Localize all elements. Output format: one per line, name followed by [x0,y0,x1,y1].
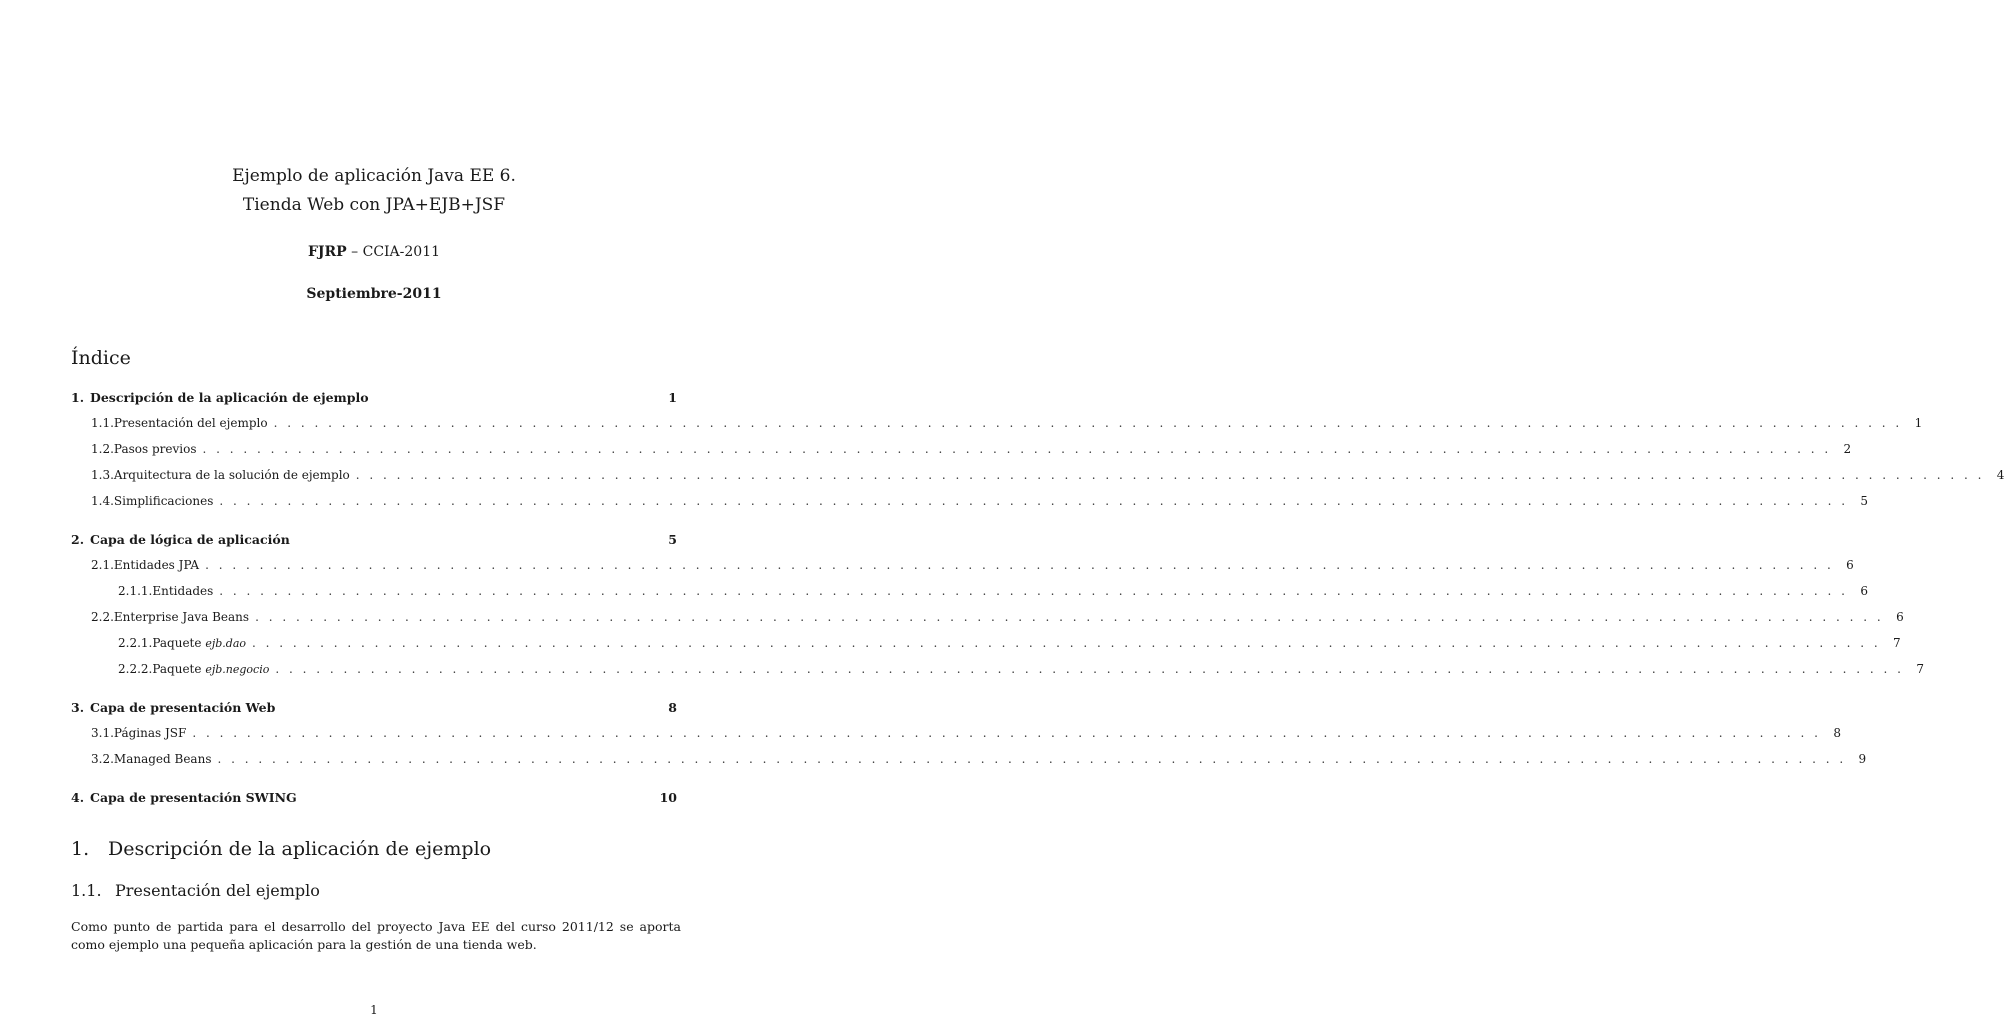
toc-leader-dots: . . . . . . . . . . . . . . . . . . . . . . . . . . . . . . . . . . . . . . . . . . . . . . . . . . . . . . . . . . . . . . . . . . . . . . . . . . . . . . . . . . . . . . . . . . . . . . . . . . . . . . . . . . . . . . . . . . . . . . . . [202,442,1832,456]
toc-entry-page: 9 [1858,752,1867,766]
toc-leader-dots: . . . . . . . . . . . . . . . . . . . . . . . . . . . . . . . . . . . . . . . . . . . . . . . . . . . . . . . . . . . . . . . . . . . . . . . . . . . . . . . . . . . . . . . . . . . . . . . . . . . . . . . . . . . . . . . . . . . . . . . . [219,584,1848,598]
toc-entry-label: Capa de lógica de aplicación [90,532,290,547]
toc-entry-number: 1. [71,390,85,405]
toc-entry-label: Pasos previos [113,442,197,456]
toc-leader-dots: . . . . . . . . . . . . . . . . . . . . . . . . . . . . . . . . . . . . . . . . . . . . . . . . . . . . . . . . . . . . . . . . . . . . . . . . . . . . . . . . . . . . . . . . . . . . . . . . . . . . . . . . . . . . . . . . . . . . . . . . [217,752,1847,766]
page-number: 1 [370,1003,378,1017]
toc-entry[interactable] [71,416,1923,434]
subsection-number: 1.1. [71,881,102,900]
toc-entry-label: Paquete [152,662,202,676]
toc-leader-dots: . . . . . . . . . . . . . . . . . . . . . . . . . . . . . . . . . . . . . . . . . . . . . . . . . . . . . . . . . . . . . . . . . . . . . . . . . . . . . . . . . . . . . . . . . . . . . . . . . . . . . . . . . . . . . . . . . . . . . . . . [205,558,1834,572]
toc-leader-dots: . . . . . . . . . . . . . . . . . . . . . . . . . . . . . . . . . . . . . . . . . . . . . . . . . . . . . . . . . . . . . . . . . . . . . . . . . . . . . . . . . . . . . . . . . . . . . . . . . . . . . . . . . . . . . . . . . . . . . . . . [273,416,1903,430]
toc-entry-page: 1 [668,390,677,405]
document-title-line-1: Ejemplo de aplicación Java EE 6. [232,166,516,186]
toc-entry-page: 8 [668,700,677,715]
toc-entry-number: 2. [71,532,85,547]
toc-entry-page: 5 [1860,494,1869,508]
toc-entry-label: Capa de presentación SWING [90,790,297,805]
toc-entry-label: Presentación del ejemplo [113,416,268,430]
toc-entry-number: 3.2. [91,752,114,766]
toc-entry-number: 2.1. [91,558,114,572]
toc-entry-label: Simplificaciones [113,494,214,508]
toc-entry[interactable] [71,584,1868,602]
toc-entry-page: 7 [1916,662,1924,676]
toc-entry[interactable] [71,726,1841,744]
toc-entry[interactable] [71,752,1867,770]
subsection-title: Presentación del ejemplo [115,881,320,900]
toc-entry[interactable] [71,390,677,408]
toc-entry[interactable] [71,636,1901,654]
toc-leader-dots: . . . . . . . . . . . . . . . . . . . . . . . . . . . . . . . . . . . . . . . . . . . . . . . . . . . . . . . . . . . . . . . . . . . . . . . . . . . . . . . . . . . . . . . . . . . . . . . . . . . . . . . . . . . . . . . . . . . . . . . . [275,662,1904,676]
toc-entry-number: 1.4. [91,494,114,508]
toc-entry-label-emphasis: ejb.dao [205,637,246,650]
toc-entry-number: 1.3. [91,468,114,482]
toc-entry-page: 2 [1843,442,1852,456]
toc-entry-number: 3. [71,700,85,715]
toc-entry-label: Paquete [152,636,202,650]
toc-entry-page: 4 [1996,468,2004,482]
toc-entry-page: 6 [1860,584,1868,598]
toc-entry-page: 8 [1833,726,1841,740]
toc-leader-dots: . . . . . . . . . . . . . . . . . . . . . . . . . . . . . . . . . . . . . . . . . . . . . . . . . . . . . . . . . . . . . . . . . . . . . . . . . . . . . . . . . . . . . . . . . . . . . . . . . . . . . . . . . . . . . . . . . . . . . . . . [252,636,1881,650]
toc-entry-number: 3.1. [91,726,114,740]
toc-leader-dots: . . . . . . . . . . . . . . . . . . . . . . . . . . . . . . . . . . . . . . . . . . . . . . . . . . . . . . . . . . . . . . . . . . . . . . . . . . . . . . . . . . . . . . . . . . . . . . . . . . . . . . . . . . . . . . . . . . . . . . . . [192,726,1821,740]
section-number: 1. [71,838,90,860]
author-name: FJRP [307,244,347,260]
toc-entry-label: Descripción de la aplicación de ejemplo [90,390,369,405]
toc-entry-number: 1.1. [91,416,114,430]
toc-entry[interactable] [71,468,2004,486]
toc-entry-label: Enterprise Java Beans [113,610,250,624]
toc-leader-dots: . . . . . . . . . . . . . . . . . . . . . . . . . . . . . . . . . . . . . . . . . . . . . . . . . . . . . . . . . . . . . . . . . . . . . . . . . . . . . . . . . . . . . . . . . . . . . . . . . . . . . . . . . . . . . . . . . . . . . . . . [219,494,1849,508]
toc-entry-page: 10 [659,790,677,805]
toc-entry[interactable] [71,558,1854,576]
toc-entry[interactable] [71,494,1869,512]
toc-entry-page: 5 [668,532,677,547]
toc-entry-page: 7 [1893,636,1901,650]
toc-entry[interactable] [71,700,677,718]
toc-entry-number: 2.2.1. [118,636,153,650]
toc-entry[interactable] [71,610,1904,628]
toc-entry-label: Entidades JPA [113,558,200,572]
toc-entry-number: 2.2.2. [118,662,153,676]
toc-entry-label: Entidades [152,584,214,598]
toc-entry[interactable] [71,532,677,550]
author-line [0,244,748,260]
author-course: – CCIA-2011 [346,244,441,260]
toc-entry-number: 2.2. [91,610,114,624]
toc-entry-number: 2.1.1. [118,584,153,598]
toc-entry-label: Capa de presentación Web [90,700,276,715]
toc-entry-label: Arquitectura de la solución de ejemplo [113,468,350,482]
toc-entry[interactable] [71,662,1924,680]
document-title-line-2: Tienda Web con JPA+EJB+JSF [242,195,506,215]
toc-entry-label: Managed Beans [113,752,212,766]
toc-entry-page: 6 [1896,610,1904,624]
toc-leader-dots: . . . . . . . . . . . . . . . . . . . . . . . . . . . . . . . . . . . . . . . . . . . . . . . . . . . . . . . . . . . . . . . . . . . . . . . . . . . . . . . . . . . . . . . . . . . . . . . . . . . . . . . . . . . . . . . . . . . . . . . . [355,468,1985,482]
toc-entry-label: Páginas JSF [113,726,187,740]
document-date: Septiembre-2011 [306,286,442,302]
toc-entry-page: 6 [1846,558,1854,572]
section-title: Descripción de la aplicación de ejemplo [108,838,492,860]
toc-entry[interactable] [71,790,677,808]
toc-heading: Índice [71,347,131,369]
toc-entry-number: 1.2. [91,442,114,456]
toc-entry-label-emphasis: ejb.negocio [205,663,270,676]
toc-leader-dots: . . . . . . . . . . . . . . . . . . . . . . . . . . . . . . . . . . . . . . . . . . . . . . . . . . . . . . . . . . . . . . . . . . . . . . . . . . . . . . . . . . . . . . . . . . . . . . . . . . . . . . . . . . . . . . . . . . . . . . . . [255,610,1884,624]
toc-entry[interactable] [71,442,1852,460]
body-paragraph: Como punto de partida para el desarrollo del proyecto Java EE del curso 2011/12 se aporta como ejemplo una pequeña aplicación para la gestión de una tienda web. [71,919,681,952]
subsection-1-1-heading [71,881,320,900]
section-1-heading [71,838,491,860]
toc-entry-number: 4. [71,790,85,805]
toc-entry-page: 1 [1914,416,1923,430]
